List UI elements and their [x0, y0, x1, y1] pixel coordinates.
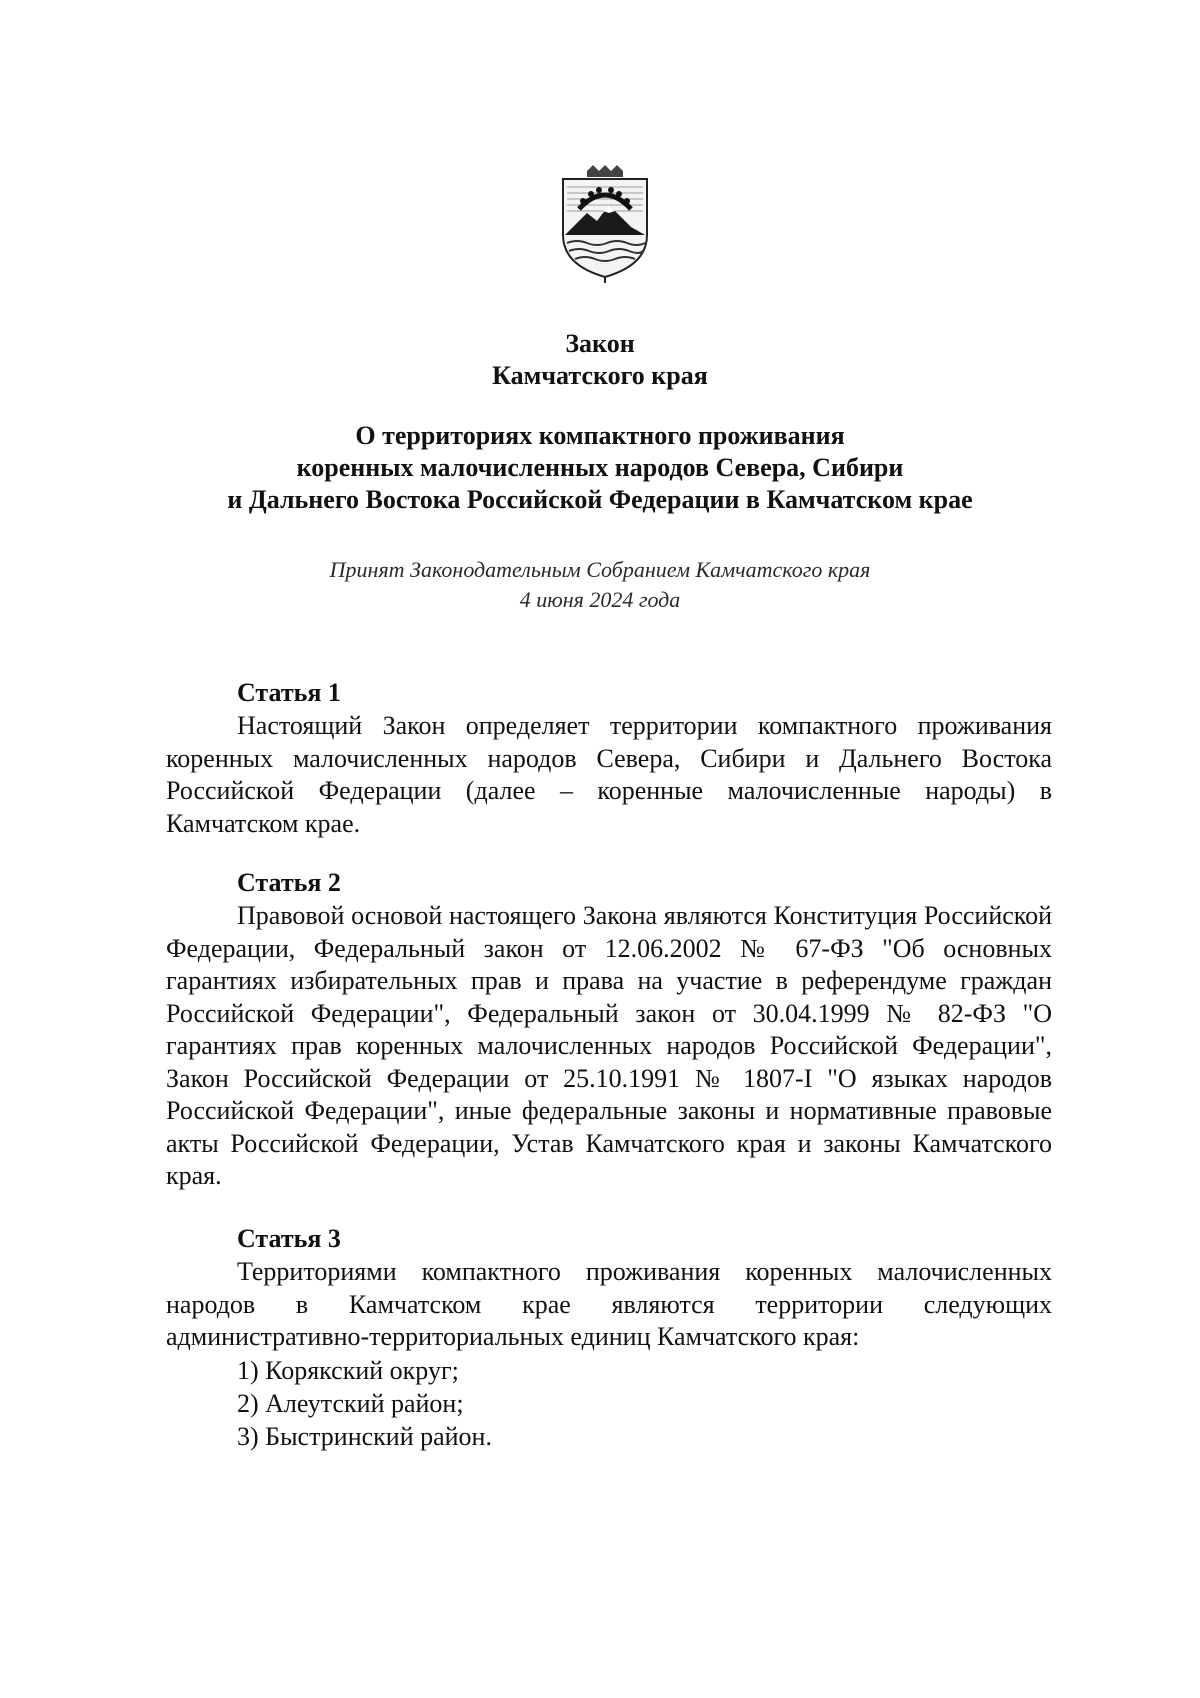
law-subject-line2: коренных малочисленных народов Севера, Сибири — [296, 453, 904, 482]
article-text: Территориями компактного проживания коренных малочисленных народов в Камчатском крае являются территории следующих административно-территориальных единиц Камчатского края: — [166, 1257, 1052, 1351]
article-text: Настоящий Закон определяет территории компактного проживания коренных малочисленных народов Севера, Сибири и Дальнего Востока Российской Федерации (далее – коренные малочисленные народы) в Камчатском крае. — [166, 711, 1052, 838]
law-title — [0, 328, 1200, 392]
adoption-note — [0, 555, 1200, 615]
article-heading: Статья 1 — [237, 678, 341, 707]
kamchatka-coat-of-arms-icon — [557, 165, 653, 285]
article-text: Правовой основой настоящего Закона являются Конституция Российской Федерации, Федеральный закон от 12.06.2002 № 67-ФЗ "Об основных гарантиях избирательных прав и права на участие в референдуме граждан Российской Федерации", Федеральный закон от 30.04.1999 № 82-ФЗ "О гарантиях прав коренных малочисленных народов Российской Федерации", Закон Российской Федерации от 25.10.1991 № 1807-I "О языках народов Российской Федерации", иные федеральные законы и нормативные правовые акты Российской Федерации, Устав Камчатского края и законы Камчатского края. — [166, 901, 1052, 1190]
article-1 — [166, 676, 1052, 840]
article-heading: Статья 3 — [237, 1224, 341, 1253]
adoption-date: 4 июня 2024 года — [519, 587, 681, 612]
list-item: 1) Корякский округ; — [237, 1355, 459, 1385]
list-item: 3) Быстринский район. — [237, 1421, 492, 1451]
law-subject-line1: О территориях компактного проживания — [355, 421, 845, 450]
law-subject-line3: и Дальнего Востока Российской Федерации в Камчатском крае — [227, 485, 973, 514]
law-subject — [0, 420, 1200, 516]
law-title-line1: Закон — [565, 329, 635, 358]
law-title-line2: Камчатского края — [492, 361, 708, 390]
article-heading: Статья 2 — [237, 868, 341, 897]
article-3 — [166, 1222, 1052, 1453]
list-item: 2) Алеутский район; — [237, 1388, 464, 1418]
article-2 — [166, 866, 1052, 1193]
adoption-body: Принят Законодательным Собранием Камчатского края — [329, 557, 871, 582]
